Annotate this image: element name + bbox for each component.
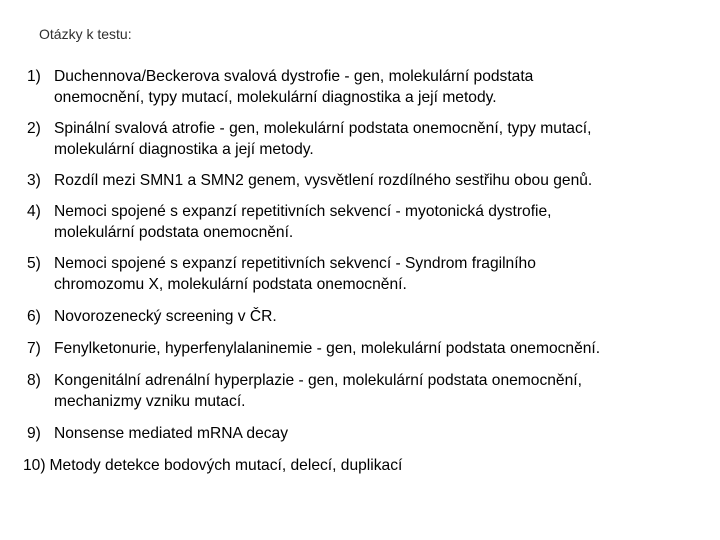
question-text: Duchennova/Beckerova svalová dystrofie - gen, molekulární podstata onemocnění, typy mutací, molekulární diagnostika a její metody.: [54, 68, 534, 106]
question-text: Metody detekce bodových mutací, delecí, duplikací: [49, 457, 403, 474]
question-item: [27, 253, 707, 295]
question-text: Novorozenecký screening v ČR.: [54, 308, 277, 325]
question-number: 7): [27, 340, 41, 357]
question-text: Spinální svalová atrofie - gen, molekulární podstata onemocnění, typy mutací, molekulární diagnostika a její metody.: [54, 120, 592, 158]
question-text: Nemoci spojené s expanzí repetitivních sekvencí - myotonická dystrofie, molekulární podstata onemocnění.: [54, 203, 552, 241]
question-number: 10): [23, 457, 46, 474]
question-text: Kongenitální adrenální hyperplazie - gen, molekulární podstata onemocnění, mechanizmy vzniku mutací.: [54, 372, 582, 410]
question-number: 3): [27, 172, 41, 189]
question-number: 1): [27, 68, 41, 85]
slide-heading: Otázky k testu:: [39, 26, 132, 42]
question-text: Fenylketonurie, hyperfenylalaninemie - gen, molekulární podstata onemocnění.: [54, 340, 601, 357]
question-list: [23, 66, 707, 476]
question-item: [27, 370, 707, 412]
question-number: 5): [27, 255, 41, 272]
question-number: 8): [27, 372, 41, 389]
question-item: [23, 455, 707, 476]
question-item: [27, 66, 707, 108]
question-text: Rozdíl mezi SMN1 a SMN2 genem, vysvětlení rozdílného sestřihu obou genů.: [54, 172, 593, 189]
question-text: Nemoci spojené s expanzí repetitivních sekvencí - Syndrom fragilního chromozomu X, molekulární podstata onemocnění.: [54, 255, 536, 293]
question-number: 6): [27, 308, 41, 325]
question-item: [27, 201, 707, 243]
question-item: [27, 170, 707, 191]
question-item: [27, 338, 707, 359]
question-text: Nonsense mediated mRNA decay: [54, 425, 289, 442]
question-number: 4): [27, 203, 41, 220]
question-item: [27, 423, 707, 444]
question-number: 9): [27, 425, 41, 442]
question-item: [27, 306, 707, 327]
question-number: 2): [27, 120, 41, 137]
question-item: [27, 118, 707, 160]
